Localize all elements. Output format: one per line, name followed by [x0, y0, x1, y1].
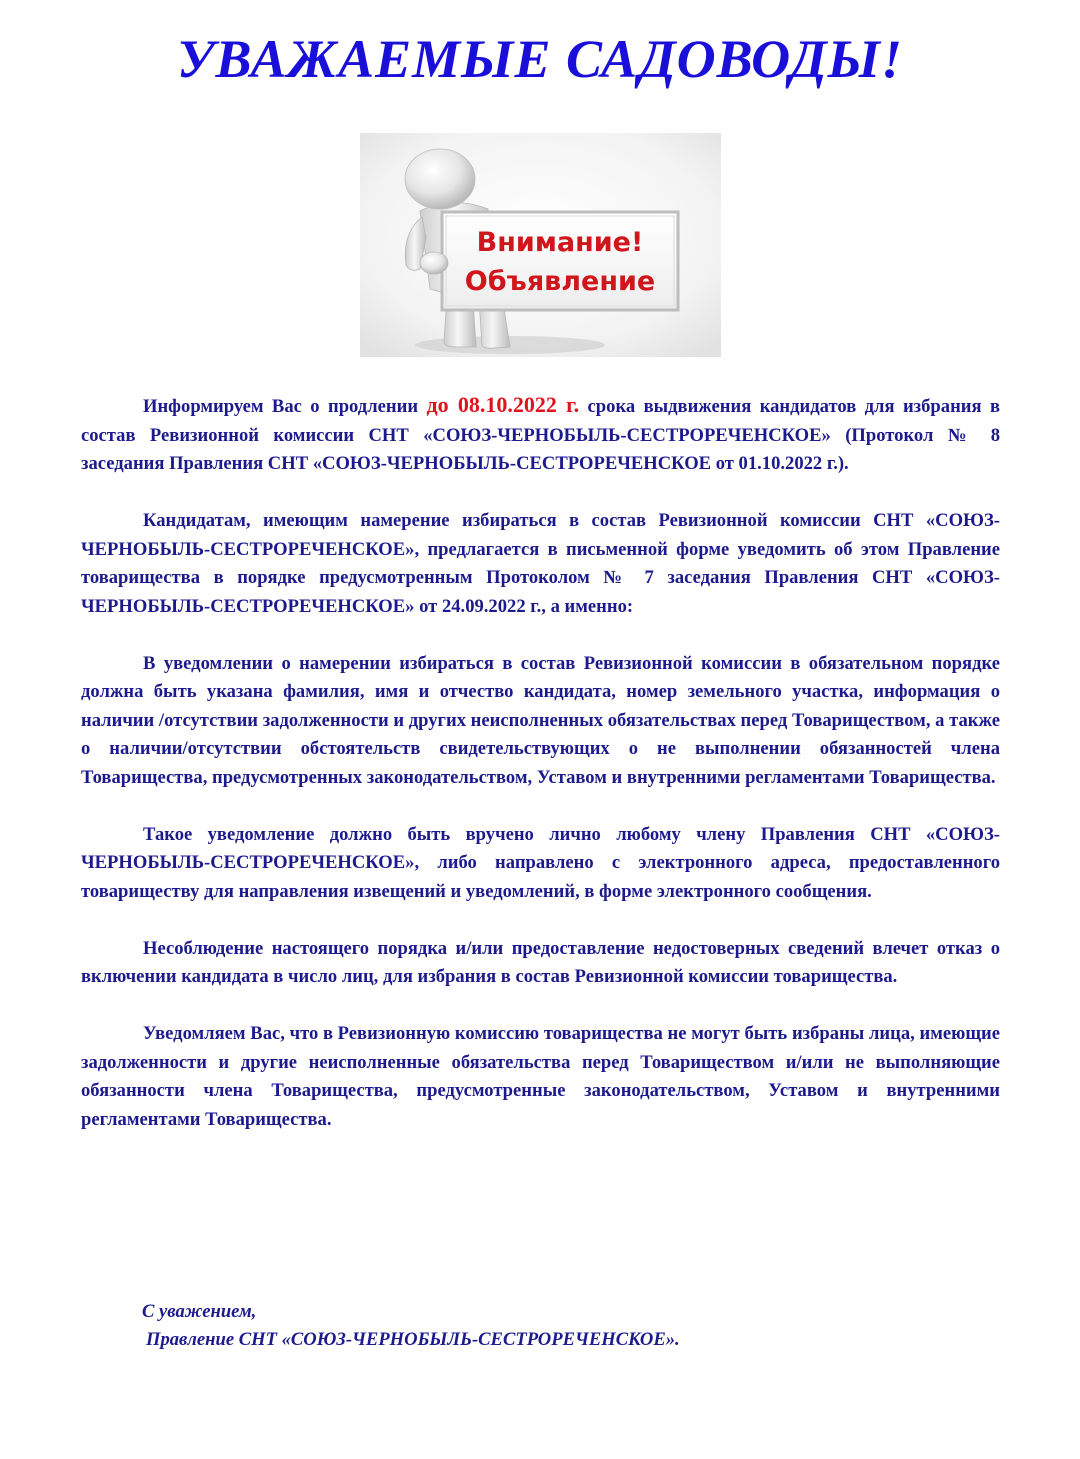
- paragraph-extension: [81, 391, 1000, 479]
- banner-line2: Объявление: [464, 266, 656, 297]
- attention-announcement-illustration: [360, 133, 721, 357]
- signature-block: [142, 1298, 680, 1354]
- announcement-body: [81, 391, 1000, 1163]
- banner-line1: Внимание!: [476, 227, 644, 258]
- paragraph-extension-after: срока выдвижения кандидатов для избрания в состав Ревизионной комиссии СНТ «СОЮЗ-ЧЕРНОБЫЛЬ-СЕСТРОРЕЧЕНСКОЕ» (Протокол № 8 заседания Правления СНТ «СОЮЗ-ЧЕРНОБЫЛЬ-СЕСТРОРЕЧЕНСКОЕ от 01.10.2022 г.).: [81, 396, 1001, 474]
- signature-greeting: С уважением,: [142, 1301, 257, 1322]
- paragraph-delivery: Такое уведомление должно быть вручено лично любому члену Правления СНТ «СОЮЗ-ЧЕРНОБЫЛЬ-СЕСТРОРЕЧЕНСКОЕ», либо направлено с электронного адреса, предоставленного товариществу для направления извещений и уведомлений, в форме электронного сообщения.: [81, 823, 1000, 902]
- signature-board: Правление СНТ «СОЮЗ-ЧЕРНОБЫЛЬ-СЕСТРОРЕЧЕНСКОЕ».: [146, 1329, 680, 1350]
- paragraph-noncompliance: Несоблюдение настоящего порядка и/или предоставление недостоверных сведений влечет отказ о включении кандидата в число лиц, для избрания в состав Ревизионной комиссии товарищества.: [81, 937, 1000, 987]
- paragraph-notice-contents: В уведомлении о намерении избираться в состав Ревизионной комиссии в обязательном порядке должна быть указана фамилия, имя и отчество кандидата, номер земельного участка, информация о наличии /отсутствии задолженности и других неисполненных обязательствах перед Товариществом, а также о наличии/отсутствии обстоятельств свидетельствующих о не выполнении обязанностей члена Товарищества, предусмотренных законодательством, Уставом и внутренними регламентами Товарищества.: [81, 652, 1000, 788]
- paragraph-ineligibility: Уведомляем Вас, что в Ревизионную комиссию товарищества не могут быть избраны лица, имеющие задолженности и другие неисполненные обязательства перед Товариществом и/или не выполняющие обязанности члена Товарищества, предусмотренные законодательством, Уставом и внутренними регламентами Товарищества.: [81, 1023, 1000, 1130]
- paragraph-extension-before: Информируем Вас о продлении: [143, 396, 427, 417]
- paragraph-candidates: Кандидатам, имеющим намерение избираться в состав Ревизионной комиссии СНТ «СОЮЗ-ЧЕРНОБЫЛЬ-СЕСТРОРЕЧЕНСКОЕ», предлагается в письменной форме уведомить об этом Правление товарищества в порядке предусмотренным Протоколом № 7 заседания Правления СНТ «СОЮЗ-ЧЕРНОБЫЛЬ-СЕСТРОРЕЧЕНСКОЕ» от 24.09.2022 г., а именно:: [81, 510, 1000, 617]
- page-title: УВАЖАЕМЫЕ САДОВОДЫ!: [176, 29, 904, 89]
- deadline-highlight: до 08.10.2022 г.: [426, 392, 580, 417]
